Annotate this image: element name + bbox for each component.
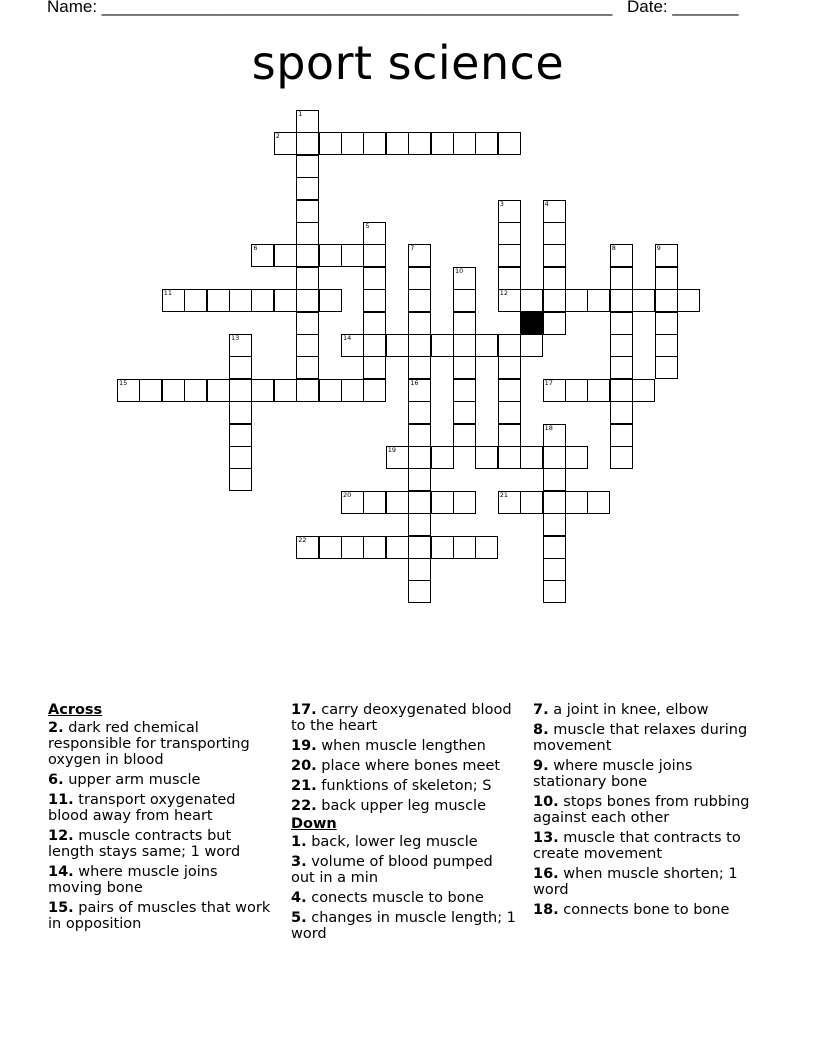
clue-item: [291, 854, 519, 886]
grid-cell[interactable]: [408, 244, 431, 267]
clue-text: muscle that relaxes during movement: [533, 722, 748, 754]
clue-number-label: 20.: [291, 758, 317, 774]
grid-cell[interactable]: [274, 132, 297, 155]
grid-cell[interactable]: [363, 132, 386, 155]
grid-cell[interactable]: [453, 312, 476, 335]
grid-cell[interactable]: [453, 356, 476, 379]
grid-cell[interactable]: [610, 401, 633, 424]
grid-cell[interactable]: [543, 222, 566, 245]
across-heading: Across: [48, 702, 103, 718]
clue-number-label: 1.: [291, 834, 307, 850]
grid-cell[interactable]: [408, 424, 431, 447]
clue-number-label: 5.: [291, 910, 307, 926]
grid-cell[interactable]: [408, 536, 431, 559]
grid-cell[interactable]: [408, 379, 431, 402]
clue-number: 1: [298, 110, 303, 118]
grid-cell[interactable]: [139, 379, 162, 402]
grid-cell[interactable]: [229, 379, 252, 402]
grid-cell[interactable]: [587, 379, 610, 402]
grid-cell[interactable]: [296, 289, 319, 312]
grid-cell[interactable]: [341, 132, 364, 155]
clue-number: 22: [298, 535, 307, 544]
grid-cell[interactable]: [543, 244, 566, 267]
grid-cell[interactable]: [543, 289, 566, 312]
grid-cell[interactable]: [363, 289, 386, 312]
grid-cell[interactable]: [207, 289, 230, 312]
clue-number: 8: [611, 244, 616, 253]
clue-text: when muscle shorten; 1 word: [533, 866, 738, 898]
clue-item: [48, 864, 273, 896]
grid-cell[interactable]: [543, 267, 566, 290]
puzzle-title: sport science: [251, 36, 565, 90]
grid-cell[interactable]: [632, 379, 655, 402]
grid-cell[interactable]: [543, 468, 566, 491]
grid-cell[interactable]: [655, 312, 678, 335]
grid-cell[interactable]: [431, 446, 454, 469]
grid-cell[interactable]: [565, 491, 588, 514]
grid-cell[interactable]: [207, 379, 230, 402]
grid-cell[interactable]: [296, 356, 319, 379]
clue-column-1: [48, 702, 273, 936]
grid-cell[interactable]: [296, 222, 319, 245]
grid-cell[interactable]: [498, 132, 521, 155]
grid-cell[interactable]: [341, 334, 364, 357]
grid-cell[interactable]: [341, 536, 364, 559]
clue-text: back, lower leg muscle: [306, 834, 478, 850]
clue-number-label: 11.: [48, 792, 74, 808]
clue-number: 14: [343, 334, 352, 342]
grid-cell[interactable]: [408, 334, 431, 357]
clue-item: [533, 830, 765, 862]
grid-cell[interactable]: [543, 424, 566, 447]
grid-cell[interactable]: [296, 334, 319, 357]
clue-item: [48, 720, 273, 768]
grid-cell[interactable]: [229, 424, 252, 447]
grid-cell[interactable]: [363, 244, 386, 267]
grid-cell[interactable]: [498, 200, 521, 223]
grid-block-cell: [520, 312, 543, 335]
grid-cell[interactable]: [610, 312, 633, 335]
clue-number-label: 3.: [291, 854, 307, 870]
grid-cell[interactable]: [341, 244, 364, 267]
clue-item: [48, 900, 273, 932]
grid-cell[interactable]: [408, 558, 431, 581]
grid-cell[interactable]: [543, 536, 566, 559]
grid-cell[interactable]: [162, 379, 185, 402]
grid-cell[interactable]: [543, 379, 566, 402]
grid-cell[interactable]: [162, 289, 185, 312]
down-clue-list: [291, 834, 519, 942]
grid-cell[interactable]: [296, 312, 319, 335]
clue-number-label: 7.: [533, 702, 549, 718]
clue-number-label: 4.: [291, 890, 307, 906]
grid-cell[interactable]: [341, 379, 364, 402]
grid-cell[interactable]: [655, 356, 678, 379]
grid-cell[interactable]: [408, 401, 431, 424]
grid-cell[interactable]: [319, 379, 342, 402]
clue-item: [291, 758, 519, 774]
grid-cell[interactable]: [543, 580, 566, 603]
grid-cell[interactable]: [677, 289, 700, 312]
grid-cell[interactable]: [408, 312, 431, 335]
grid-cell[interactable]: [386, 334, 409, 357]
clue-number: 9: [656, 244, 661, 253]
grid-cell[interactable]: [520, 446, 543, 469]
grid-cell[interactable]: [453, 267, 476, 290]
grid-cell[interactable]: [431, 491, 454, 514]
grid-cell[interactable]: [229, 468, 252, 491]
clue-number-label: 17.: [291, 702, 317, 718]
grid-cell[interactable]: [453, 132, 476, 155]
grid-cell[interactable]: [610, 379, 633, 402]
grid-cell[interactable]: [498, 356, 521, 379]
grid-cell[interactable]: [408, 491, 431, 514]
grid-cell[interactable]: [453, 379, 476, 402]
grid-cell[interactable]: [296, 379, 319, 402]
grid-cell[interactable]: [296, 244, 319, 267]
grid-cell[interactable]: [610, 244, 633, 267]
clue-number: 7: [410, 244, 415, 253]
grid-cell[interactable]: [565, 446, 588, 469]
grid-cell[interactable]: [408, 267, 431, 290]
clue-text: carry deoxygenated blood to the heart: [291, 702, 512, 734]
down-heading: Down: [291, 816, 337, 832]
grid-cell[interactable]: [655, 244, 678, 267]
grid-cell[interactable]: [543, 513, 566, 536]
clue-number: 17: [544, 378, 553, 387]
grid-cell[interactable]: [251, 244, 274, 267]
grid-cell[interactable]: [520, 334, 543, 357]
clue-number-label: 2.: [48, 720, 64, 736]
clue-text: dark red chemical responsible for transporting oxygen in blood: [48, 720, 250, 768]
across-clue-list: [48, 720, 273, 932]
grid-cell[interactable]: [543, 491, 566, 514]
grid-cell[interactable]: [319, 132, 342, 155]
clue-item: [533, 758, 765, 790]
grid-cell[interactable]: [184, 379, 207, 402]
grid-cell[interactable]: [408, 580, 431, 603]
grid-cell[interactable]: [363, 222, 386, 245]
grid-cell[interactable]: [475, 536, 498, 559]
clue-number: 2: [275, 132, 280, 141]
clue-number: 5: [365, 222, 370, 230]
grid-cell[interactable]: [655, 289, 678, 312]
grid-cell[interactable]: [274, 289, 297, 312]
grid-cell[interactable]: [386, 446, 409, 469]
grid-cell[interactable]: [296, 177, 319, 200]
clue-text: conects muscle to bone: [306, 890, 484, 906]
grid-cell[interactable]: [587, 289, 610, 312]
clue-text: when muscle lengthen: [316, 738, 486, 754]
clue-item: [291, 910, 519, 942]
clue-text: place where bones meet: [316, 758, 501, 774]
clue-text: back upper leg muscle: [316, 798, 487, 814]
grid-cell[interactable]: [655, 334, 678, 357]
clue-text: a joint in knee, elbow: [548, 702, 709, 718]
grid-cell[interactable]: [475, 132, 498, 155]
grid-cell[interactable]: [498, 289, 521, 312]
clue-item: [291, 834, 519, 850]
grid-cell[interactable]: [498, 267, 521, 290]
grid-cell[interactable]: [498, 401, 521, 424]
clue-text: volume of blood pumped out in a min: [291, 854, 493, 886]
clue-number: 6: [253, 244, 258, 253]
grid-cell[interactable]: [229, 446, 252, 469]
grid-cell[interactable]: [251, 379, 274, 402]
grid-cell[interactable]: [363, 379, 386, 402]
clue-item: [533, 702, 765, 718]
grid-cell[interactable]: [408, 356, 431, 379]
clue-text: where muscle joins stationary bone: [533, 758, 693, 790]
grid-cell[interactable]: [453, 491, 476, 514]
grid-cell[interactable]: [363, 536, 386, 559]
clue-item: [291, 702, 519, 734]
clue-number: 16: [410, 378, 419, 387]
grid-cell[interactable]: [431, 536, 454, 559]
grid-cell[interactable]: [498, 222, 521, 245]
clue-item: [48, 828, 273, 860]
clue-number: 4: [544, 199, 549, 208]
grid-cell[interactable]: [565, 379, 588, 402]
clue-item: [533, 866, 765, 898]
clue-number-label: 8.: [533, 722, 549, 738]
clue-number: 3: [499, 199, 504, 208]
grid-cell[interactable]: [431, 334, 454, 357]
grid-cell[interactable]: [520, 491, 543, 514]
clue-number-label: 22.: [291, 798, 317, 814]
grid-cell[interactable]: [296, 155, 319, 178]
grid-cell[interactable]: [520, 289, 543, 312]
grid-cell[interactable]: [363, 312, 386, 335]
grid-cell[interactable]: [453, 334, 476, 357]
clue-text: upper arm muscle: [63, 772, 201, 788]
clue-number: 11: [163, 289, 173, 298]
clue-item: [533, 902, 765, 918]
grid-cell[interactable]: [498, 334, 521, 357]
clue-number: 15: [119, 378, 128, 387]
clue-text: pairs of muscles that work in opposition: [48, 900, 271, 932]
clue-number: 13: [231, 334, 240, 342]
clue-item: [48, 792, 273, 824]
down-clue-list-continued: [533, 702, 765, 918]
clue-text: stops bones from rubbing against each other: [533, 794, 750, 826]
grid-cell[interactable]: [363, 334, 386, 357]
grid-cell[interactable]: [453, 289, 476, 312]
grid-cell[interactable]: [408, 468, 431, 491]
clue-column-2: [291, 702, 519, 946]
grid-cell[interactable]: [408, 132, 431, 155]
grid-cell[interactable]: [498, 424, 521, 447]
clue-number: 18: [544, 423, 553, 432]
clue-number: 20: [343, 490, 352, 499]
clue-number-label: 14.: [48, 864, 74, 880]
grid-cell[interactable]: [587, 491, 610, 514]
clue-item: [533, 722, 765, 754]
grid-cell[interactable]: [229, 289, 252, 312]
clue-item: [48, 772, 273, 788]
clue-number: 19: [387, 446, 397, 454]
grid-cell[interactable]: [475, 446, 498, 469]
grid-cell[interactable]: [475, 334, 498, 357]
grid-cell[interactable]: [296, 536, 319, 559]
grid-cell[interactable]: [632, 289, 655, 312]
grid-cell[interactable]: [274, 379, 297, 402]
grid-cell[interactable]: [117, 379, 140, 402]
grid-cell[interactable]: [610, 446, 633, 469]
clue-item: [291, 798, 519, 814]
grid-cell[interactable]: [386, 132, 409, 155]
grid-cell[interactable]: [363, 491, 386, 514]
clue-text: connects bone to bone: [558, 902, 730, 918]
name-field-label: Name: ______________________________________________________: [47, 0, 613, 16]
clue-number-label: 18.: [533, 902, 559, 918]
grid-cell[interactable]: [543, 312, 566, 335]
grid-cell[interactable]: [453, 424, 476, 447]
grid-cell[interactable]: [251, 289, 274, 312]
clue-number-label: 10.: [533, 794, 559, 810]
grid-cell[interactable]: [498, 446, 521, 469]
grid-cell[interactable]: [610, 356, 633, 379]
grid-cell[interactable]: [363, 267, 386, 290]
grid-cell[interactable]: [229, 401, 252, 424]
clue-item: [291, 738, 519, 754]
grid-cell[interactable]: [363, 356, 386, 379]
grid-cell[interactable]: [386, 536, 409, 559]
clue-number: 21: [499, 490, 509, 499]
clue-number-label: 15.: [48, 900, 74, 916]
grid-cell[interactable]: [184, 289, 207, 312]
grid-cell[interactable]: [498, 491, 521, 514]
grid-cell[interactable]: [319, 536, 342, 559]
grid-cell[interactable]: [453, 536, 476, 559]
grid-cell[interactable]: [610, 424, 633, 447]
grid-cell[interactable]: [453, 401, 476, 424]
grid-cell[interactable]: [655, 267, 678, 290]
grid-cell[interactable]: [296, 110, 319, 133]
grid-cell[interactable]: [319, 289, 342, 312]
grid-cell[interactable]: [543, 200, 566, 223]
grid-cell[interactable]: [610, 289, 633, 312]
grid-cell[interactable]: [229, 334, 252, 357]
clue-text: where muscle joins moving bone: [48, 864, 218, 896]
grid-cell[interactable]: [274, 244, 297, 267]
clue-text: funktions of skeleton; S: [316, 778, 492, 794]
clue-item: [291, 778, 519, 794]
grid-cell[interactable]: [610, 267, 633, 290]
clue-text: changes in muscle length; 1 word: [291, 910, 516, 942]
grid-cell[interactable]: [408, 446, 431, 469]
grid-cell[interactable]: [319, 244, 342, 267]
grid-cell[interactable]: [498, 244, 521, 267]
grid-cell[interactable]: [296, 132, 319, 155]
clue-item: [533, 794, 765, 826]
clue-text: muscle contracts but length stays same; 1 word: [48, 828, 241, 860]
clue-number-label: 12.: [48, 828, 74, 844]
grid-cell[interactable]: [565, 289, 588, 312]
clue-number-label: 16.: [533, 866, 559, 882]
clue-item: [291, 890, 519, 906]
grid-cell[interactable]: [408, 289, 431, 312]
clue-number-label: 13.: [533, 830, 559, 846]
grid-cell[interactable]: [341, 491, 364, 514]
grid-cell[interactable]: [408, 513, 431, 536]
clue-number-label: 19.: [291, 738, 317, 754]
clue-column-3: [533, 702, 765, 922]
clue-number-label: 6.: [48, 772, 64, 788]
across-clue-list-continued: [291, 702, 519, 814]
grid-cell[interactable]: [431, 132, 454, 155]
grid-cell[interactable]: [296, 200, 319, 223]
clue-number: 12: [499, 289, 509, 298]
date-field-label: Date: _______: [627, 0, 739, 16]
grid-cell[interactable]: [229, 356, 252, 379]
clue-number-label: 9.: [533, 758, 549, 774]
grid-cell[interactable]: [498, 379, 521, 402]
clue-text: transport oxygenated blood away from heart: [48, 792, 236, 824]
grid-cell[interactable]: [543, 558, 566, 581]
grid-cell[interactable]: [543, 446, 566, 469]
clue-number-label: 21.: [291, 778, 317, 794]
clue-text: muscle that contracts to create movement: [533, 830, 741, 862]
grid-cell[interactable]: [296, 267, 319, 290]
grid-cell[interactable]: [386, 491, 409, 514]
clue-number: 10: [455, 266, 464, 275]
grid-cell[interactable]: [610, 334, 633, 357]
